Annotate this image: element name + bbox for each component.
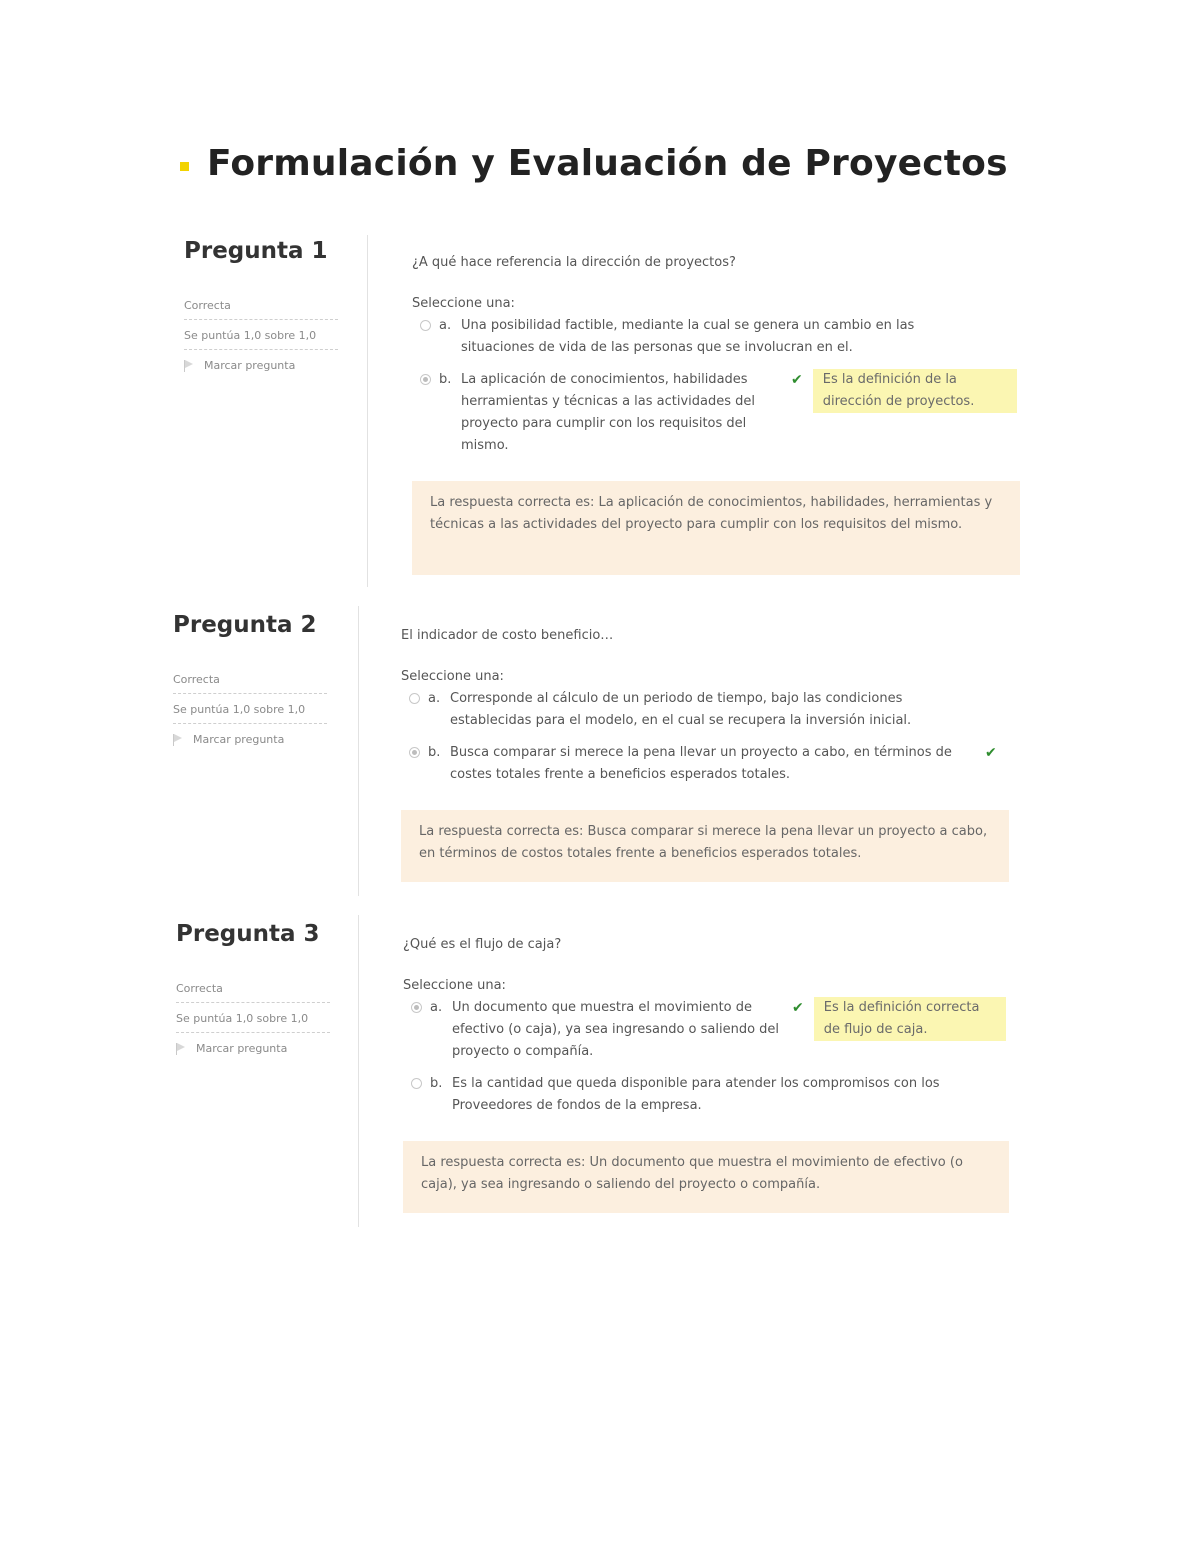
question-status: Correcta xyxy=(176,973,330,1003)
option-text: La aplicación de conocimientos, habilidades herramientas y técnicas a las actividades del proyecto para cumplir con los requisitos del mismo. xyxy=(461,372,756,453)
question-info xyxy=(176,921,330,1055)
option-letter: b. xyxy=(430,1076,443,1091)
correct-answer-box xyxy=(412,481,1020,575)
radio-button-selected[interactable] xyxy=(409,747,420,758)
select-label: Seleccione una: xyxy=(403,978,506,993)
option-feedback: Es la definición de la dirección de proyectos. xyxy=(813,369,1017,413)
radio-button-selected[interactable] xyxy=(411,1002,422,1013)
option-letter: a. xyxy=(439,318,452,333)
correct-answer-box xyxy=(401,810,1009,882)
radio-button[interactable] xyxy=(420,320,431,331)
question-score: Se puntúa 1,0 sobre 1,0 xyxy=(184,320,338,350)
option-a[interactable] xyxy=(420,315,1020,359)
option-text: Corresponde al cálculo de un periodo de tiempo, bajo las condiciones establecidas para el modelo, en el cual se recupera la inversión inicial. xyxy=(450,691,912,728)
flag-icon xyxy=(173,734,183,746)
question-heading: Pregunta 2 xyxy=(173,612,317,638)
flag-icon xyxy=(184,360,194,372)
question-text: ¿Qué es el flujo de caja? xyxy=(403,937,562,952)
radio-button[interactable] xyxy=(409,693,420,704)
correct-answer-text: La respuesta correcta es: Un documento que muestra el movimiento de efectivo (o caja), ya sea ingresando o saliendo del proyecto o compañía. xyxy=(421,1155,963,1192)
question-score: Se puntúa 1,0 sobre 1,0 xyxy=(176,1003,330,1033)
select-label: Seleccione una: xyxy=(412,296,515,311)
correct-answer-text: La respuesta correcta es: La aplicación de conocimientos, habilidades, herramientas y técnicas a las actividades del proyecto para cumplir con los requisitos del mismo. xyxy=(430,495,993,532)
flag-label: Marcar pregunta xyxy=(196,1042,288,1055)
option-a[interactable] xyxy=(411,997,1009,1063)
question-content xyxy=(401,628,1009,882)
option-feedback: Es la definición correcta de flujo de caja. xyxy=(814,997,1006,1041)
option-text: Un documento que muestra el movimiento de efectivo (o caja), ya sea ingresando o saliendo del proyecto o compañía. xyxy=(452,1000,780,1059)
option-text: Es la cantidad que queda disponible para atender los compromisos con los Proveedores de fondos de la empresa. xyxy=(452,1076,940,1113)
title-bullet xyxy=(180,162,189,171)
option-a[interactable] xyxy=(409,688,1009,732)
question-info xyxy=(173,612,327,746)
page-title: Formulación y Evaluación de Proyectos xyxy=(207,143,1008,184)
option-b[interactable] xyxy=(409,742,1009,786)
page-header xyxy=(180,143,1008,184)
check-icon: ✔ xyxy=(791,372,803,388)
flag-question-button[interactable] xyxy=(176,1033,330,1055)
question-content xyxy=(412,255,1020,575)
question-score: Se puntúa 1,0 sobre 1,0 xyxy=(173,694,327,724)
flag-label: Marcar pregunta xyxy=(204,359,296,372)
question-divider xyxy=(367,235,368,587)
question-divider xyxy=(358,606,359,896)
correct-answer-box xyxy=(403,1141,1009,1213)
radio-button-selected[interactable] xyxy=(420,374,431,385)
correct-answer-text: La respuesta correcta es: Busca comparar si merece la pena llevar un proyecto a cabo, en términos de costos totales frente a beneficios esperados totales. xyxy=(419,824,988,861)
question-status: Correcta xyxy=(184,290,338,320)
question-text: ¿A qué hace referencia la dirección de proyectos? xyxy=(412,255,736,270)
select-label: Seleccione una: xyxy=(401,669,504,684)
question-divider xyxy=(358,915,359,1227)
check-icon: ✔ xyxy=(985,745,997,761)
option-text: Busca comparar si merece la pena llevar un proyecto a cabo, en términos de costes totales frente a beneficios esperados totales. xyxy=(450,745,952,782)
flag-question-button[interactable] xyxy=(173,724,327,746)
flag-label: Marcar pregunta xyxy=(193,733,285,746)
option-letter: b. xyxy=(439,372,452,387)
question-status: Correcta xyxy=(173,664,327,694)
check-icon: ✔ xyxy=(792,1000,804,1016)
question-heading: Pregunta 1 xyxy=(184,238,328,264)
flag-question-button[interactable] xyxy=(184,350,338,372)
option-b[interactable] xyxy=(420,369,1020,457)
option-letter: b. xyxy=(428,745,441,760)
question-content xyxy=(403,937,1009,1213)
option-text: Una posibilidad factible, mediante la cual se genera un cambio en las situaciones de vida de las personas que se involucran en el. xyxy=(461,318,915,355)
question-text: El indicador de costo beneficio… xyxy=(401,628,614,643)
question-heading: Pregunta 3 xyxy=(176,921,320,947)
option-letter: a. xyxy=(428,691,441,706)
question-info xyxy=(184,238,338,372)
option-letter: a. xyxy=(430,1000,443,1015)
flag-icon xyxy=(176,1043,186,1055)
option-b[interactable] xyxy=(411,1073,1009,1117)
radio-button[interactable] xyxy=(411,1078,422,1089)
